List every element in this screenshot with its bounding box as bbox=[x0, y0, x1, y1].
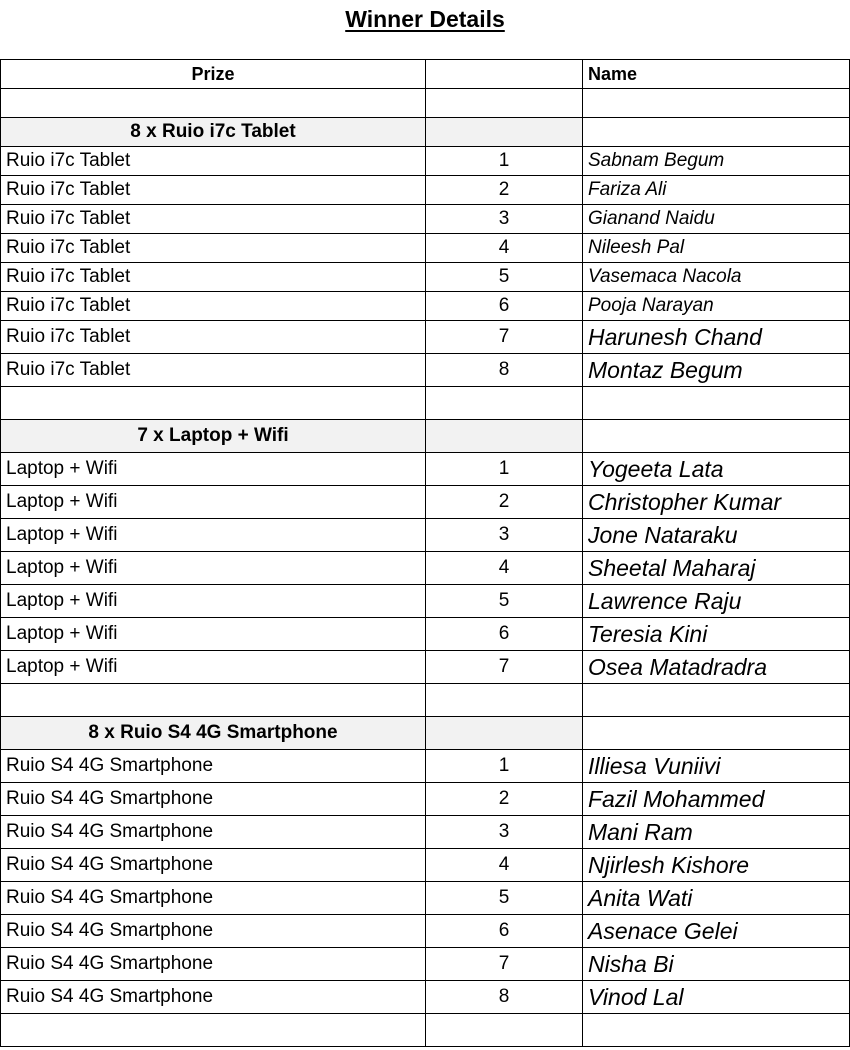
table-row bbox=[1, 292, 850, 321]
winner-name: Osea Matadradra bbox=[583, 651, 850, 684]
empty-cell bbox=[426, 118, 583, 147]
table-row bbox=[1, 981, 850, 1014]
prize-cell: Ruio i7c Tablet bbox=[1, 292, 426, 321]
winner-name: Gianand Naidu bbox=[583, 205, 850, 234]
table-row bbox=[1, 263, 850, 292]
winner-name: Mani Ram bbox=[583, 816, 850, 849]
winner-number: 1 bbox=[426, 453, 583, 486]
empty-cell bbox=[1, 387, 426, 420]
winner-name: Christopher Kumar bbox=[583, 486, 850, 519]
winner-number: 6 bbox=[426, 292, 583, 321]
table-row bbox=[1, 176, 850, 205]
prize-cell: Laptop + Wifi bbox=[1, 618, 426, 651]
table-row bbox=[1, 234, 850, 263]
table-row bbox=[1, 783, 850, 816]
empty-cell bbox=[583, 717, 850, 750]
table-row bbox=[1, 882, 850, 915]
winner-name: Vinod Lal bbox=[583, 981, 850, 1014]
winner-number: 8 bbox=[426, 981, 583, 1014]
empty-cell bbox=[426, 89, 583, 118]
empty-cell bbox=[426, 684, 583, 717]
table-row bbox=[1, 453, 850, 486]
winner-name: Pooja Narayan bbox=[583, 292, 850, 321]
winner-name: Sheetal Maharaj bbox=[583, 552, 850, 585]
empty-cell bbox=[426, 420, 583, 453]
winner-number: 6 bbox=[426, 915, 583, 948]
prize-cell: Laptop + Wifi bbox=[1, 519, 426, 552]
prize-cell: Ruio S4 4G Smartphone bbox=[1, 981, 426, 1014]
page-title-text: Winner Details bbox=[345, 6, 505, 32]
winner-name: Njirlesh Kishore bbox=[583, 849, 850, 882]
section-title: 8 x Ruio S4 4G Smartphone bbox=[1, 717, 426, 750]
winner-name: Jone Nataraku bbox=[583, 519, 850, 552]
winner-number: 1 bbox=[426, 147, 583, 176]
winner-name: Fazil Mohammed bbox=[583, 783, 850, 816]
empty-cell bbox=[583, 387, 850, 420]
winner-number: 8 bbox=[426, 354, 583, 387]
prize-cell: Ruio i7c Tablet bbox=[1, 263, 426, 292]
table-row bbox=[1, 915, 850, 948]
winner-number: 3 bbox=[426, 519, 583, 552]
prize-cell: Ruio i7c Tablet bbox=[1, 354, 426, 387]
winner-number: 4 bbox=[426, 234, 583, 263]
empty-cell bbox=[426, 387, 583, 420]
prize-cell: Ruio i7c Tablet bbox=[1, 176, 426, 205]
empty-cell bbox=[426, 1014, 583, 1047]
empty-cell bbox=[583, 420, 850, 453]
prize-cell: Ruio S4 4G Smartphone bbox=[1, 915, 426, 948]
prize-cell: Ruio S4 4G Smartphone bbox=[1, 948, 426, 981]
spacer-row bbox=[1, 684, 850, 717]
winner-name: Teresia Kini bbox=[583, 618, 850, 651]
winner-name: Asenace Gelei bbox=[583, 915, 850, 948]
winner-number: 7 bbox=[426, 321, 583, 354]
number-column-header bbox=[426, 60, 583, 89]
empty-cell bbox=[583, 118, 850, 147]
table-row bbox=[1, 585, 850, 618]
winner-name: Fariza Ali bbox=[583, 176, 850, 205]
page-title bbox=[0, 4, 850, 34]
prize-cell: Ruio S4 4G Smartphone bbox=[1, 783, 426, 816]
section-title: 8 x Ruio i7c Tablet bbox=[1, 118, 426, 147]
table-row bbox=[1, 750, 850, 783]
winner-number: 3 bbox=[426, 205, 583, 234]
empty-cell bbox=[583, 684, 850, 717]
empty-cell bbox=[1, 684, 426, 717]
table-row bbox=[1, 354, 850, 387]
prize-cell: Laptop + Wifi bbox=[1, 585, 426, 618]
table-row bbox=[1, 948, 850, 981]
winner-number: 5 bbox=[426, 882, 583, 915]
winner-number: 6 bbox=[426, 618, 583, 651]
prize-cell: Ruio S4 4G Smartphone bbox=[1, 750, 426, 783]
section-header-row bbox=[1, 420, 850, 453]
prize-cell: Laptop + Wifi bbox=[1, 486, 426, 519]
empty-cell bbox=[426, 717, 583, 750]
winner-number: 2 bbox=[426, 486, 583, 519]
winner-number: 7 bbox=[426, 948, 583, 981]
prize-cell: Ruio i7c Tablet bbox=[1, 147, 426, 176]
prize-cell: Ruio S4 4G Smartphone bbox=[1, 882, 426, 915]
winner-name: Sabnam Begum bbox=[583, 147, 850, 176]
name-column-header: Name bbox=[583, 60, 850, 89]
prize-cell: Laptop + Wifi bbox=[1, 651, 426, 684]
table-row bbox=[1, 849, 850, 882]
header-row bbox=[1, 60, 850, 89]
table-row bbox=[1, 321, 850, 354]
winner-number: 5 bbox=[426, 263, 583, 292]
prize-cell: Ruio i7c Tablet bbox=[1, 234, 426, 263]
empty-cell bbox=[1, 89, 426, 118]
winner-name: Montaz Begum bbox=[583, 354, 850, 387]
winner-number: 1 bbox=[426, 750, 583, 783]
prize-cell: Laptop + Wifi bbox=[1, 552, 426, 585]
prize-cell: Ruio S4 4G Smartphone bbox=[1, 816, 426, 849]
table-row bbox=[1, 147, 850, 176]
prize-cell: Laptop + Wifi bbox=[1, 453, 426, 486]
table-row bbox=[1, 552, 850, 585]
winner-name: Vasemaca Nacola bbox=[583, 263, 850, 292]
winner-name: Illiesa Vuniivi bbox=[583, 750, 850, 783]
prize-column-header: Prize bbox=[1, 60, 426, 89]
winner-number: 4 bbox=[426, 552, 583, 585]
section-title: 7 x Laptop + Wifi bbox=[1, 420, 426, 453]
table-row bbox=[1, 205, 850, 234]
section-header-row bbox=[1, 717, 850, 750]
empty-cell bbox=[583, 89, 850, 118]
prize-cell: Ruio S4 4G Smartphone bbox=[1, 849, 426, 882]
winner-name: Harunesh Chand bbox=[583, 321, 850, 354]
winner-name: Nisha Bi bbox=[583, 948, 850, 981]
table-row bbox=[1, 618, 850, 651]
winner-number: 4 bbox=[426, 849, 583, 882]
winner-number: 3 bbox=[426, 816, 583, 849]
prize-cell: Ruio i7c Tablet bbox=[1, 205, 426, 234]
empty-cell bbox=[583, 1014, 850, 1047]
empty-cell bbox=[1, 1014, 426, 1047]
winner-number: 7 bbox=[426, 651, 583, 684]
table-row bbox=[1, 486, 850, 519]
winner-number: 2 bbox=[426, 176, 583, 205]
prize-cell: Ruio i7c Tablet bbox=[1, 321, 426, 354]
table-row bbox=[1, 519, 850, 552]
spacer-row bbox=[1, 1014, 850, 1047]
winners-table bbox=[0, 59, 850, 1047]
winner-name: Lawrence Raju bbox=[583, 585, 850, 618]
spacer-row bbox=[1, 89, 850, 118]
section-header-row bbox=[1, 118, 850, 147]
table-row bbox=[1, 816, 850, 849]
winner-number: 2 bbox=[426, 783, 583, 816]
table-row bbox=[1, 651, 850, 684]
winner-name: Nileesh Pal bbox=[583, 234, 850, 263]
winner-number: 5 bbox=[426, 585, 583, 618]
winner-name: Anita Wati bbox=[583, 882, 850, 915]
spacer-row bbox=[1, 387, 850, 420]
winner-name: Yogeeta Lata bbox=[583, 453, 850, 486]
